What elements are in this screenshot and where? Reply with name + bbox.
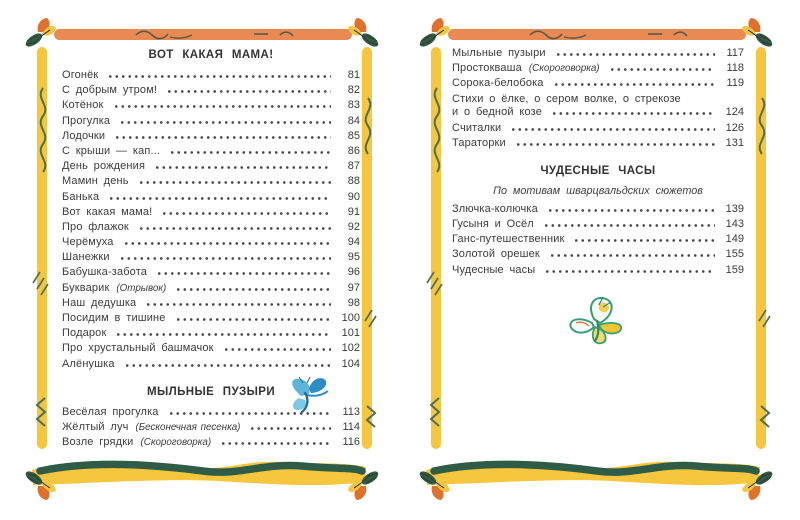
entry-title: Простокваша: [452, 62, 522, 75]
entry-page-number: 87: [347, 160, 360, 173]
toc-entry: [62, 236, 360, 251]
dot-leader: [515, 143, 715, 146]
toc-entry: [452, 106, 744, 121]
entry-title: Жёлтый луч: [62, 420, 129, 433]
entry-title: Мыльные пузыри: [452, 47, 546, 59]
dot-leader: [115, 333, 331, 336]
entry-title: Золотой орешек: [452, 248, 540, 261]
section-title: ЧУДЕСНЫЕ ЧАСЫ: [540, 164, 656, 177]
dot-leader: [220, 442, 331, 445]
dot-leader: [553, 83, 715, 86]
entry-page-number: 102: [341, 342, 360, 355]
entry-title: Ганс-путешественник: [452, 233, 565, 246]
toc-entry: [452, 264, 744, 279]
dot-leader: [124, 364, 331, 367]
toc-entry: [62, 84, 360, 99]
dot-leader: [113, 105, 332, 108]
entry-page-number: 85: [347, 129, 360, 142]
toc-entry: [452, 218, 744, 233]
dot-leader: [543, 224, 715, 227]
dot-leader: [573, 239, 715, 242]
toc-entry: [62, 160, 360, 175]
dot-leader: [156, 272, 331, 275]
dot-leader: [119, 121, 331, 124]
toc-right-column: [452, 47, 744, 279]
entry-page-number: 155: [725, 248, 744, 261]
toc-entry: [62, 145, 360, 160]
entry-note: (Скороговорка): [140, 437, 212, 449]
entry-title: Подарок: [62, 327, 107, 340]
entry-title: Считалки: [452, 121, 502, 134]
toc-entry: [62, 342, 360, 357]
entry-note: (Скороговорка): [528, 63, 600, 75]
entry-title: Вот какая мама!: [62, 205, 153, 218]
toc-entry: [62, 191, 360, 206]
entry-title: Про флажок: [62, 220, 129, 233]
entry-title: Стихи о ёлке, о сером волке, о стрекозе: [452, 92, 681, 105]
entry-title: Алёнушка: [62, 357, 115, 370]
entry-title: С крыши — кап...: [62, 144, 161, 157]
dot-leader: [249, 427, 331, 430]
entry-title: Про хрустальный башмачок: [62, 342, 214, 355]
entry-title: Черёмуха: [62, 236, 114, 249]
entry-title: Мамин день: [62, 175, 129, 188]
dot-leader: [544, 270, 715, 273]
entry-title: и о бедной козе: [452, 106, 542, 119]
entry-page-number: 119: [726, 77, 744, 90]
entry-page-number: 86: [347, 144, 360, 157]
entry-title: Посидим в тишине: [62, 312, 166, 324]
green-yellow-butterfly-icon: [562, 291, 632, 351]
dot-leader: [138, 181, 331, 184]
entry-page-number: 98: [347, 296, 360, 309]
blue-butterfly-icon: [281, 374, 333, 416]
dot-leader: [555, 53, 715, 56]
entry-title: Прогулка: [62, 114, 111, 127]
dot-leader: [114, 136, 331, 139]
entry-title: Сорока-белобока: [452, 77, 544, 90]
toc-entry: [62, 312, 360, 327]
entry-page-number: 131: [725, 136, 744, 149]
entry-title: Огонёк: [62, 69, 99, 81]
toc-entry: [452, 77, 744, 92]
entry-title: Весёлая прогулка: [62, 405, 159, 418]
toc-entry: [62, 175, 360, 190]
dot-leader: [119, 257, 331, 260]
section-title: МЫЛЬНЫЕ ПУЗЫРИ: [146, 385, 276, 398]
toc-entry: [452, 248, 744, 263]
toc-entry: [452, 122, 744, 137]
entry-page-number: 159: [725, 263, 744, 276]
toc-entry: [62, 358, 360, 373]
entry-page-number: 81: [347, 69, 360, 81]
toc-entry: [452, 47, 744, 62]
toc-entry: [62, 421, 360, 436]
entry-title: Букварик: [62, 281, 110, 294]
entry-page-number: 124: [725, 106, 744, 119]
dot-leader: [551, 112, 715, 115]
toc-entry: [62, 130, 360, 145]
entry-page-number: 82: [347, 84, 360, 97]
toc-entry: [62, 282, 360, 297]
toc-entry: [62, 221, 360, 236]
entry-page-number: 94: [347, 236, 360, 249]
dot-leader: [223, 348, 331, 351]
entry-title: Чудесные часы: [452, 263, 536, 276]
entry-page-number: 104: [341, 357, 360, 370]
dot-leader: [108, 197, 331, 200]
entry-title: Наш дедушка: [62, 296, 137, 309]
dot-leader: [154, 166, 331, 169]
dot-leader: [145, 303, 331, 306]
entry-page-number: 143: [725, 218, 744, 231]
entry-title: Шанежки: [62, 251, 110, 264]
toc-entry: [452, 203, 744, 218]
dot-leader: [510, 128, 715, 131]
entry-note: (Бесконечная песенка): [135, 421, 241, 433]
entry-page-number: 90: [347, 190, 360, 203]
dot-leader: [107, 75, 331, 78]
toc-entry: [62, 297, 360, 312]
entry-page-number: 126: [725, 121, 744, 134]
entry-page-number: 84: [347, 114, 360, 127]
entry-title: С добрым утром!: [62, 84, 158, 97]
entry-page-number: 95: [347, 251, 360, 264]
toc-entry: [62, 115, 360, 130]
dot-leader: [175, 318, 332, 321]
right-page: [412, 10, 782, 510]
entry-title: Котёнок: [62, 99, 104, 112]
dot-leader: [123, 242, 331, 245]
entry-title: Банька: [62, 190, 100, 203]
dot-leader: [138, 227, 331, 230]
entry-page-number: 91: [347, 205, 360, 218]
toc-entry: [452, 137, 744, 152]
entry-title: Злючка-колючка: [452, 202, 538, 215]
dot-leader: [549, 254, 715, 257]
entry-title: День рождения: [62, 160, 146, 173]
entry-page-number: 96: [347, 266, 360, 279]
entry-page-number: 116: [342, 436, 360, 449]
section-title: ВОТ КАКАЯ МАМА!: [148, 49, 274, 61]
entry-page-number: 88: [347, 175, 360, 188]
left-page: [18, 10, 386, 510]
toc-entry: [452, 93, 744, 107]
entry-page-number: 113: [342, 405, 360, 418]
dot-leader: [166, 90, 331, 93]
dot-leader: [169, 151, 331, 154]
entry-title: Возле грядки: [62, 436, 134, 449]
entry-title: Гусыня и Осёл: [452, 218, 534, 231]
toc-entry: [62, 436, 360, 451]
entry-page-number: 117: [726, 47, 744, 59]
toc-entry: [62, 206, 360, 221]
toc-entry: [62, 69, 360, 84]
toc-entry: [62, 266, 360, 281]
entry-title: Лодочки: [62, 129, 106, 142]
entry-page-number: 139: [725, 202, 744, 215]
toc-entry: [62, 327, 360, 342]
dot-leader: [175, 288, 331, 291]
toc-entry: [62, 99, 360, 114]
section-subtitle: По мотивам шварцвальдских сюжетов: [493, 184, 703, 197]
entry-page-number: 83: [347, 99, 360, 112]
entry-page-number: 149: [725, 233, 744, 246]
entry-page-number: 101: [341, 327, 360, 340]
dot-leader: [547, 209, 715, 212]
entry-title: Бабушка-забота: [62, 266, 148, 279]
toc-entry: [452, 62, 744, 77]
entry-title: Тараторки: [452, 136, 506, 149]
entry-page-number: 114: [342, 420, 360, 433]
dot-leader: [161, 212, 331, 215]
toc-entry: [452, 233, 744, 248]
entry-page-number: 118: [726, 62, 744, 75]
entry-page-number: 97: [347, 281, 360, 294]
dot-leader: [609, 68, 715, 71]
toc-entry: [62, 251, 360, 266]
entry-page-number: 92: [347, 220, 360, 233]
entry-note: (Отрывок): [116, 282, 167, 294]
entry-page-number: 100: [341, 312, 360, 324]
